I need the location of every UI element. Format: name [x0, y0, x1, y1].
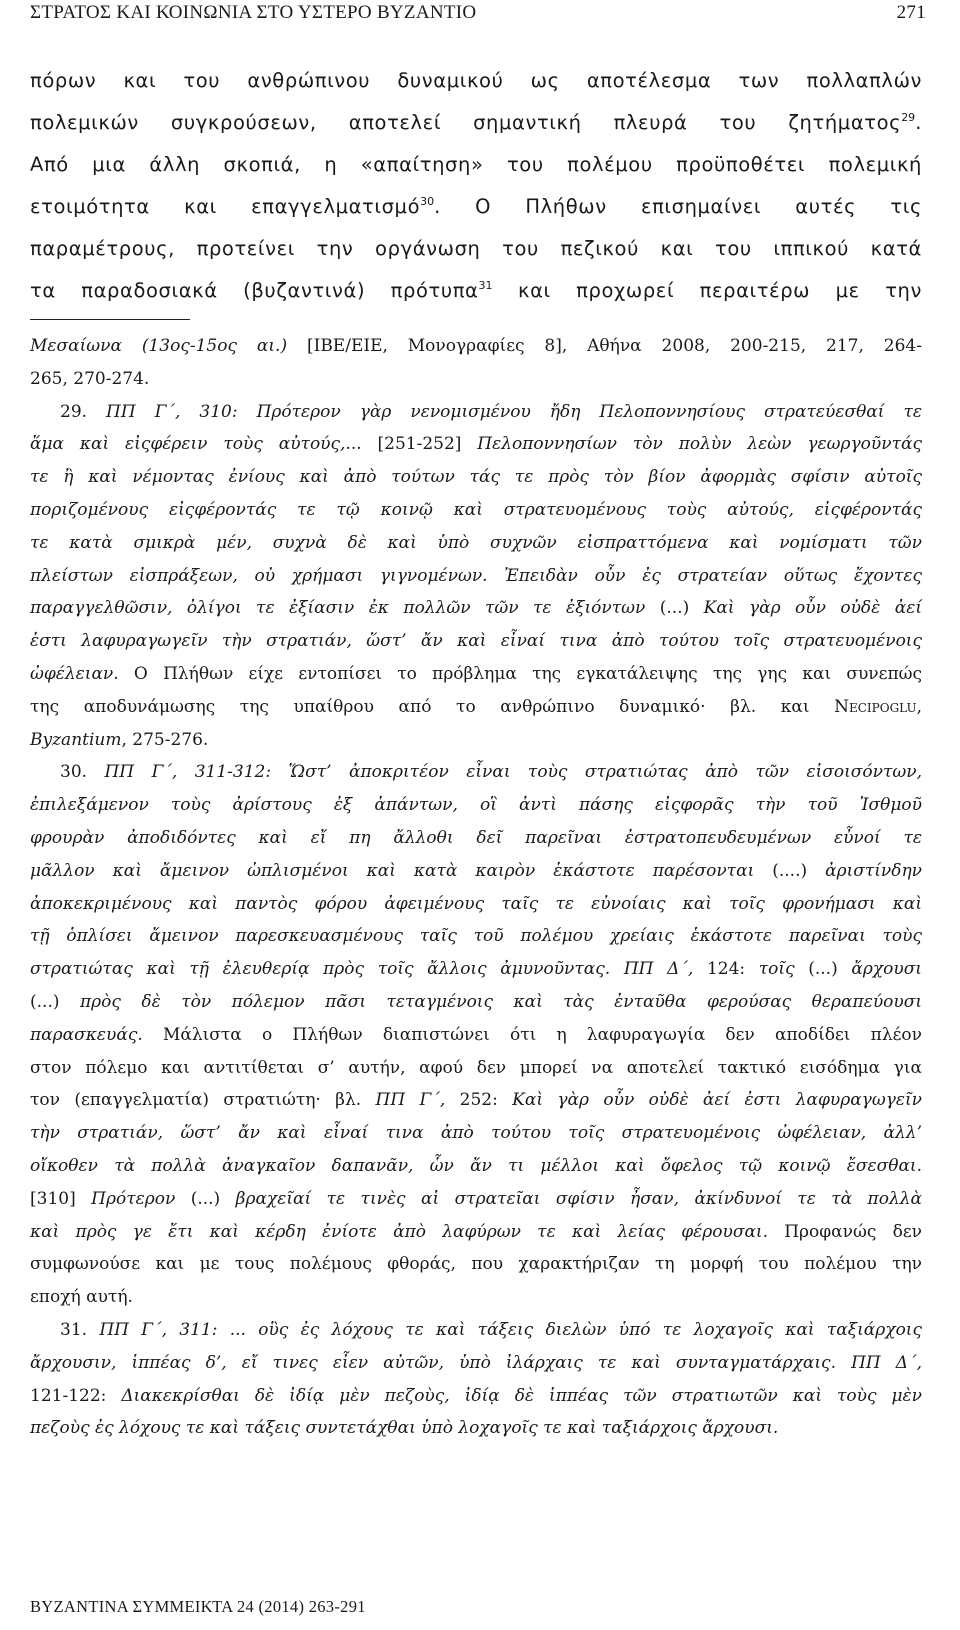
- footnote-line: πεζοὺς ἐς λόχους τε καὶ τάξεις συντετάχθαι ὑπὸ λοχαγοῖς τε καὶ ταξιάρχοις ἄρχουσι.: [30, 1418, 779, 1439]
- footnote-line: παραγγελθῶσιν, ὀλίγοι τε ἐξίασιν ἐκ πολλῶν τῶν τε ἐξιόντων (...) Καὶ γὰρ οὖν οὐδὲ ἀεί: [30, 598, 922, 619]
- footnote-line: Μεσαίωνα (13ος-15ος αι.) [ΙΒΕ/ΕΙΕ, Μονογραφίες 8], Αθήνα 2008, 200-215, 217, 264-: [30, 336, 922, 356]
- footnote-line: (...) πρὸς δὲ τὸν πόλεμον πᾶσι τεταγμένοις καὶ τὰς ἐνταῦθα φερούσας θεραπεύουσι: [30, 991, 922, 1012]
- footnote-line: 265, 270-274.: [30, 368, 150, 389]
- footnote-line: καὶ πρὸς γε ἔτι καὶ κέρδη ἐνίοτε ἀπὸ λαφύρων τε καὶ λείας φέρουσαι. Προφανώς δεν: [30, 1221, 922, 1242]
- footnote-line: ἄρχουσιν, ἱππέας δ’, εἴ τινες εἶεν αὐτῶν, ὑπὸ ἰλάρχαις τε καὶ συνταγματάρχαις. ΠΠ Δ΄,: [30, 1352, 922, 1373]
- footnote-line: τον (επαγγελματία) στρατιώτη· βλ. ΠΠ Γ΄, 252: Καὶ γὰρ οὖν οὐδὲ ἀεί ἐστι λαφυραγωγεῖν: [30, 1090, 922, 1111]
- footnote-line: παρασκευάς. Μάλιστα ο Πλήθων διαπιστώνει ότι η λαφυραγωγία δεν αποδίδει πλέον: [30, 1024, 922, 1045]
- footnote-line: εποχή αυτή.: [30, 1287, 133, 1308]
- footnote-line: στον πόλεμο και αντιτίθεται σ’ αυτήν, αφού δεν μπορεί να αποτελεί τακτικό εισόδημα για: [30, 1057, 922, 1078]
- footnote-line: συμφωνούσε και με τους πολέμους φθοράς, που χαρακτήριζαν τη μορφή του πολέμου την: [30, 1254, 922, 1275]
- body-line: πόρων και του ανθρώπινου δυναμικού ως αποτέλεσμα των πολλαπλών: [30, 69, 922, 92]
- footnote-line: φρουρὰν ἀποδιδόντες καὶ εἴ πη ἄλλοθι δεῖ παρεῖναι ἐστρατοπευδευμένων εὖνοί τε: [30, 827, 922, 848]
- footnote-line: τὴν στρατιάν, ὥστ’ ἄν καὶ εἶναί τινα ἀπὸ τούτου τοῖς στρατευομένοις ὠφέλειαν, ἀλλ’: [30, 1123, 922, 1144]
- footnote-31: 31. ΠΠ Γ΄, 311: ... οὓς ἐς λόχους τε καὶ τάξεις διελὼν ὑπό τε λοχαγοῖς καὶ ταξιάρχοις: [60, 1319, 922, 1340]
- footnote-line: ἐπιλεξάμενον τοὺς ἀρίστους ἐξ ἁπάντων, οἳ ἀντὶ πάσης εἰςφορᾶς τὴν τοῦ Ἰσθμοῦ: [30, 795, 922, 816]
- body-line: ετοιμότητα και επαγγελματισμό$^{30}$. Ο Πλήθων επισημαίνει αυτές τις: [30, 195, 923, 218]
- body-line: πολεμικών συγκρούσεων, αποτελεί σημαντική πλευρά του ζητήματος$^{29}$.: [30, 111, 922, 134]
- running-title: ΣΤΡΑΤΟΣ ΚΑΙ ΚΟΙΝΩΝΙΑ ΣΤΟ ΥΣΤΕΡΟ ΒΥΖΑΝΤΙΟ: [30, 2, 477, 23]
- footnote-ref[interactable]: 29: [901, 111, 916, 124]
- footnote-line: στρατιώτας καὶ τῇ ἐλευθερίᾳ πρὸς τοῖς ἄλλοις ἀμυνοῦντας. ΠΠ Δ΄, 124: τοῖς (...) ἄρχουσι: [30, 959, 922, 980]
- footnote-separator: [30, 319, 190, 320]
- footnote-line: ὠφέλειαν. Ο Πλήθων είχε εντοπίσει το πρόβλημα της εγκατάλειψης της γης και συνεπώς: [30, 663, 922, 684]
- footnote-line: [310] Πρότερον (...) βραχεῖαί τε τινὲς αἱ στρατεῖαι σφίσιν ἦσαν, ἀκίνδυνοί τε τὰ πολλὰ: [30, 1188, 922, 1209]
- body-line: παραμέτρους, προτείνει την οργάνωση του πεζικού και του ιππικού κατά: [30, 237, 922, 260]
- footnote-line: μᾶλλον καὶ ἄμεινον ὡπλισμένοι καὶ κατὰ καιρὸν ἑκάστοτε παρέσονται (....) ἀριστίνδην: [30, 860, 922, 881]
- footnote-line: της αποδυνάμωσης της υπαίθρου από το ανθρώπινο δυναμικό· βλ. και Necipoglu,: [30, 696, 922, 717]
- footnote-line: ἀποκεκριμένους καὶ παντὸς φόρου ἀφειμένους ταῖς τε εὐνοίαις καὶ τοῖς φρονήμασι καὶ: [30, 893, 922, 914]
- body-line: τα παραδοσιακά (βυζαντινά) πρότυπα$^{31}$ και προχωρεί περαιτέρω με την: [30, 279, 922, 302]
- footnote-line: 121-122: Διακεκρίσθαι δὲ ἰδίᾳ μὲν πεζοὺς, ἰδίᾳ δὲ ἱππέας τῶν στρατιωτῶν καὶ τοὺς μὲν: [30, 1385, 922, 1406]
- footnote-line: πλείστων εἰσπράξεων, οὐ χρήμασι γιγνομένων. Ἐπειδὰν οὖν ἐς στρατείαν οὕτως ἔχοντες: [30, 565, 922, 586]
- footnote-ref[interactable]: 30: [420, 195, 435, 208]
- footnote-line: ἅμα καὶ εἰςφέρειν τοὺς αὐτούς,... [251-252] Πελοποννησίων τὸν πολὺν λεὼν γεωργοῦντάς: [30, 434, 922, 455]
- journal-footer: ΒΥΖΑΝΤΙΝΑ ΣΥΜΜΕΙΚΤΑ 24 (2014) 263-291: [30, 1597, 366, 1616]
- footnote-ref[interactable]: 31: [478, 279, 493, 292]
- footnote-line: ἐστι λαφυραγωγεῖν τὴν στρατιάν, ὥστ’ ἄν καὶ εἶναί τινα ἀπὸ τούτου τοῖς στρατευομένοις: [30, 631, 922, 652]
- footnotes: [30, 330, 922, 1445]
- main-text: [30, 60, 922, 312]
- footnote-line: τε ἢ καὶ νέμοντας ἐνίους καὶ ἀπὸ τούτων τάς τε πρὸς τὸν βίον ἀφορμὰς σφίσιν αὐτοῖς: [30, 467, 922, 488]
- footnote-line: τε κατὰ σμικρὰ μέν, συχνὰ δὲ καὶ ὑπὸ συχνῶν εἰσπραττόμενα καὶ νομίσματι τῶν: [30, 532, 922, 553]
- body-line: Από μια άλλη σκοπιά, η «απαίτηση» του πολέμου προϋποθέτει πολεμική: [30, 153, 922, 176]
- running-header: [30, 2, 926, 32]
- footnote-line: οἴκοθεν τὰ πολλὰ ἀναγκαῖον δαπανᾶν, ὧν ἄν τι μέλλοι καὶ ὄφελος τῷ κοινῷ ἔσεσθαι.: [30, 1155, 922, 1176]
- page-number: 271: [896, 2, 926, 23]
- footnote-30: 30. ΠΠ Γ΄, 311-312: Ὥστ’ ἀποκριτέον εἶναι τοὺς στρατιώτας ἀπὸ τῶν εἰσοισόντων,: [60, 762, 922, 783]
- footnote-line: πoριζομένους εἰςφέροντάς τε τῷ κοινῷ καὶ στρατευομένους τοὺς αὐτούς, εἰςφέροντάς: [30, 499, 922, 520]
- footnote-line: τῇ ὁπλίσει ἄμεινον παρεσκευασμένους ταῖς τοῦ πολέμου χρείαις ἑκάστοτε παρεῖναι τοὺς: [30, 926, 922, 947]
- footnote-line: Byzantium, 275-276.: [30, 729, 209, 750]
- footnote-29: 29. ΠΠ Γ΄, 310: Πρότερον γὰρ νενομισμένου ἤδη Πελοποννησίους στρατεύεσθαί τε: [60, 401, 922, 422]
